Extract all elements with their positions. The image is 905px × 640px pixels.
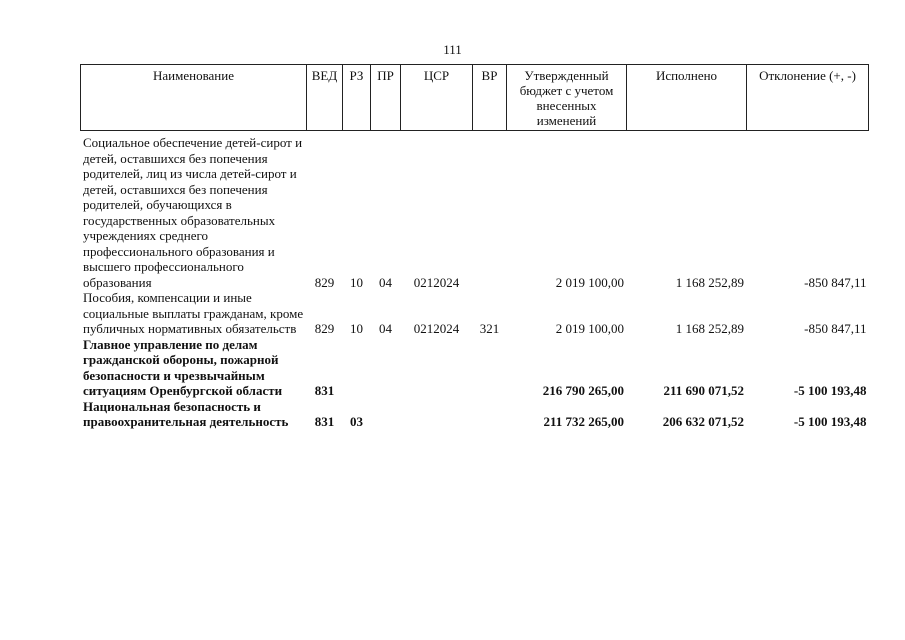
header-name: Наименование	[81, 65, 307, 131]
table-header-row	[81, 65, 869, 131]
row-rz: 03	[350, 414, 363, 429]
row-executed: 1 168 252,89	[675, 321, 744, 336]
row-pr: 04	[379, 274, 392, 290]
budget-execution-table	[80, 64, 869, 430]
table-row	[81, 337, 869, 399]
row-deviation: -5 100 193,48	[793, 414, 867, 429]
row-executed: 1 168 252,89	[675, 274, 744, 290]
row-deviation: -850 847,11	[804, 274, 867, 290]
header-approved-budget: Утвержденный бюджет с учетом внесенных изменений	[507, 65, 627, 131]
page-number: 111	[443, 42, 462, 57]
row-name: Социальное обеспечение детей-сирот и детей, оставшихся без попечения родителей, лиц из числа детей-сирот и детей, оставшихся без попечения родителей, обучающихся в государственных образовательных учреждениях среднего профессионального образования и высшего профессионального образования	[83, 135, 303, 290]
row-vr	[473, 399, 507, 430]
row-deviation: -5 100 193,48	[793, 383, 867, 398]
header-pr: ПР	[371, 65, 401, 131]
row-executed: 211 690 071,52	[663, 383, 744, 398]
table-row	[81, 290, 869, 337]
row-pr: 04	[379, 321, 392, 336]
row-approved: 216 790 265,00	[542, 383, 624, 398]
row-ved: 829	[314, 274, 335, 290]
header-rz: РЗ	[343, 65, 371, 131]
row-csr: 0212024	[413, 321, 460, 336]
row-csr	[401, 337, 473, 399]
row-vr: 321	[479, 321, 500, 336]
header-ved: ВЕД	[307, 65, 343, 131]
header-deviation: Отклонение (+, -)	[747, 65, 869, 131]
row-rz: 10	[350, 274, 363, 290]
row-deviation: -850 847,11	[804, 321, 867, 336]
row-pr	[371, 399, 401, 430]
row-vr	[473, 135, 507, 290]
row-approved: 2 019 100,00	[555, 274, 624, 290]
table-row	[81, 135, 869, 290]
row-name: Национальная безопасность и правоохранительная деятельность	[83, 398, 289, 429]
row-csr	[401, 399, 473, 430]
row-name: Пособия, компенсации и иные социальные выплаты гражданам, кроме публичных нормативных обязательств	[83, 290, 304, 336]
header-vr: ВР	[473, 65, 507, 131]
row-rz	[343, 337, 371, 399]
row-approved: 2 019 100,00	[555, 321, 624, 336]
row-ved: 829	[314, 321, 335, 336]
row-pr	[371, 337, 401, 399]
row-executed: 206 632 071,52	[662, 414, 744, 429]
header-executed: Исполнено	[627, 65, 747, 131]
row-vr	[473, 337, 507, 399]
row-name: Главное управление по делам гражданской обороны, пожарной безопасности и чрезвычайным ситуациям Оренбургской области	[83, 336, 283, 398]
row-rz: 10	[350, 321, 363, 336]
table-row	[81, 399, 869, 430]
header-csr: ЦСР	[401, 65, 473, 131]
row-ved: 831	[314, 414, 335, 429]
row-approved: 211 732 265,00	[543, 414, 624, 429]
row-csr: 0212024	[413, 274, 460, 290]
row-ved: 831	[314, 383, 335, 398]
